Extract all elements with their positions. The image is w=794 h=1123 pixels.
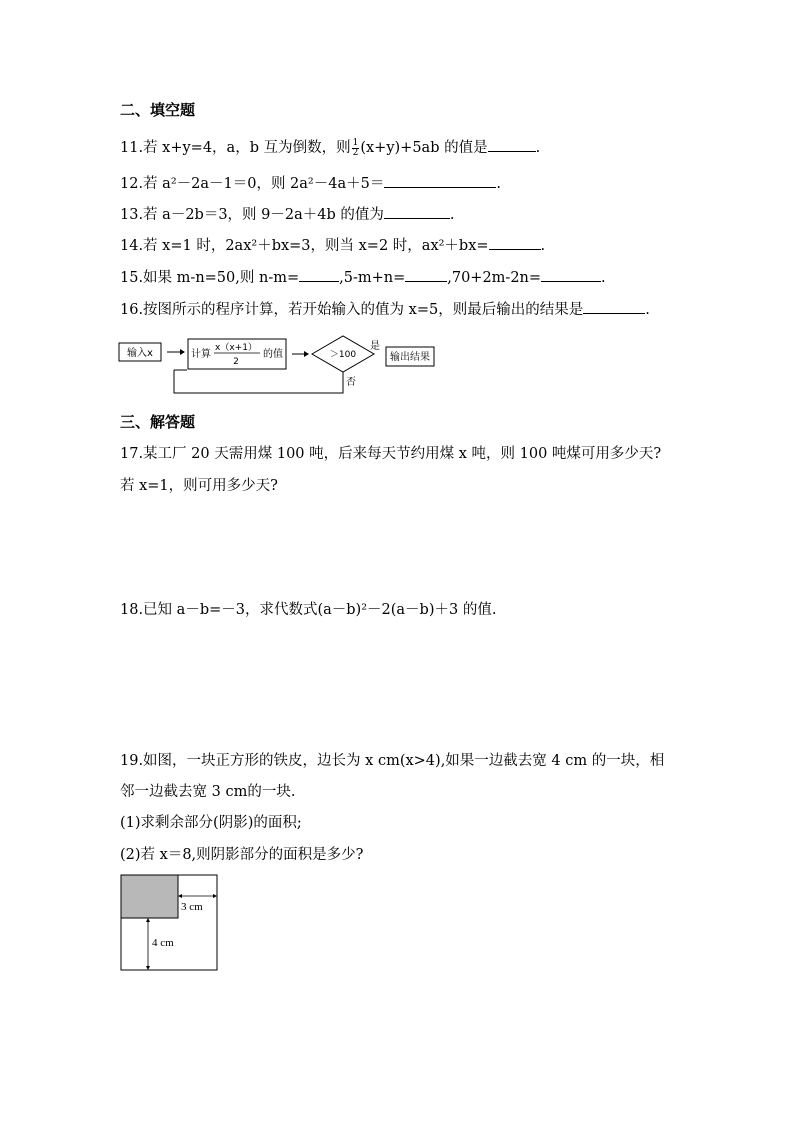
answer-blank[interactable] — [384, 204, 450, 219]
flow-loop-line — [174, 370, 343, 393]
flow-yes-label: 是 — [370, 341, 380, 352]
flow-output-label: 输出结果 — [390, 352, 430, 363]
label-3cm: 3 cm — [181, 901, 203, 913]
q11-pre: 11.若 x+y=4，a，b 互为倒数，则 — [120, 140, 351, 156]
label-4cm: 4 cm — [152, 937, 174, 949]
question-17-line-2: 若 x=1，则可用多少天? — [120, 478, 278, 494]
q11-post: (x+y)+5ab 的值是 — [360, 140, 488, 156]
flow-arrowhead — [180, 349, 185, 355]
answer-blank[interactable] — [489, 235, 541, 250]
flow-calc-label: 计算 — [191, 349, 211, 360]
answer-blank[interactable] — [488, 137, 536, 152]
question-19-line-1: 19.如图，一块正方形的铁皮，边长为 x cm(x>4),如果一边截去宽 4 cm 的一块，相 — [120, 753, 665, 769]
flow-calc-numerator: x（x+1） — [215, 343, 257, 353]
question-18: 18.已知 a－b=－3，求代数式(a－b)²－2(a－b)＋3 的值. — [120, 602, 497, 618]
question-14: 14.若 x=1 时，2ax²＋bx=3，则当 x=2 时，ax²＋bx= . — [120, 235, 545, 256]
question-17-line-1: 17.某工厂 20 天需用煤 100 吨，后来每天节约用煤 x 吨，则 100 吨煤可用多少天? — [120, 446, 662, 462]
question-19-line-2: 邻一边截去宽 3 cm的一块. — [120, 784, 296, 800]
answer-blank[interactable] — [583, 299, 645, 314]
answer-blank[interactable] — [299, 267, 339, 282]
flow-condition-label: ＞100 — [329, 350, 357, 360]
question-15: 15.如果 m-n=50,则 n-m= ,5-m+n= ,70+2m-2n= . — [120, 267, 606, 288]
square-sheet-figure — [118, 872, 222, 974]
question-12: 12.若 a²－2a－1＝0，则 2a²－4a＋5＝ . — [120, 173, 501, 194]
question-13: 13.若 a－2b＝3，则 9－2a＋4b 的值为 . — [120, 204, 454, 225]
flow-calc-suffix: 的值 — [263, 349, 283, 360]
question-19-part-1: (1)求剩余部分(阴影)的面积; — [120, 815, 302, 831]
section-heading-solve: 三、解答题 — [120, 413, 196, 431]
shaded-region — [121, 875, 178, 918]
answer-blank[interactable] — [541, 267, 601, 282]
answer-blank[interactable] — [384, 173, 496, 188]
flow-calc-denominator: 2 — [233, 357, 239, 367]
flow-no-label: 否 — [346, 377, 356, 388]
q11-fraction: $\frac{1}{2}$ — [352, 137, 359, 158]
section-heading-fill-blank: 二、填空题 — [120, 101, 196, 119]
flow-input-label: 输入x — [127, 348, 153, 359]
program-flowchart — [118, 333, 448, 395]
question-11: 11.若 x+y=4，a，b 互为倒数，则 $\frac{1}{2}$ (x+y)+5ab 的值是 . — [120, 137, 541, 158]
question-19-part-2: (2)若 x＝8,则阴影部分的面积是多少? — [120, 847, 364, 863]
flow-arrowhead — [304, 351, 309, 357]
question-16: 16.按图所示的程序计算，若开始输入的值为 x=5，则最后输出的结果是 . — [120, 299, 650, 320]
answer-blank[interactable] — [405, 267, 447, 282]
